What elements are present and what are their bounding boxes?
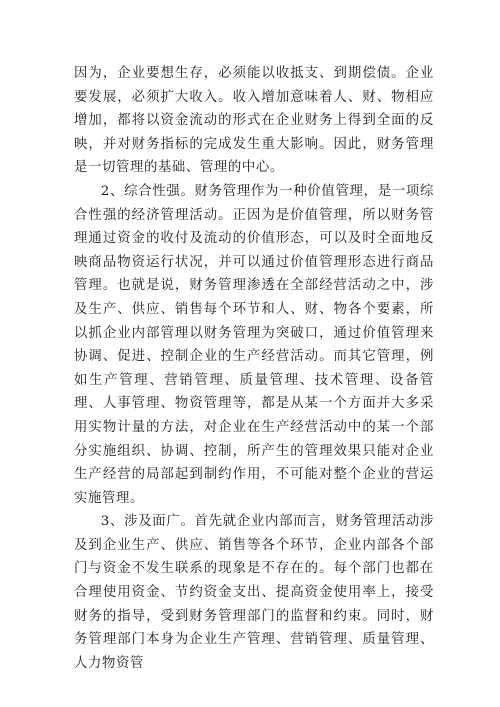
paragraph-comprehensive: 2、综合性强。财务管理作为一种价值管理，是一项综合性强的经济管理活动。正因为是价值管理，所以财务管理通过资金的收付及流动的价值形态，可以及时全面地反映商品物资运行状况，并可以通过价值管理形态进行商品管理。也就是说，财务管理渗透在全部经营活动之中，涉及生产、供应、销售每个环节和人、财、物各个要素，所以抓企业内部管理以财务管理为突破口，通过价值管理来协调、促进、控制企业的生产经营活动。而其它管理，例如生产管理、营销管理、质量管理、技术管理、设备管理、人事管理、物资管理等，都是从某一个方面并大多采用实物计量的方法，对企业在生产经营活动中的某一个部分实施组织、协调、控制，所产生的管理效果只能对企业生产经营的局部起到制约作用，不可能对整个企业的营运实施管理。 [74, 183, 434, 506]
paragraph-finance-basis: 因为，企业要想生存，必须能以收抵支、到期偿债。企业要发展，必须扩大收入。收入增加意味着人、财、物相应增加，都将以资金流动的形式在企业财务上得到全面的反映，并对财务指标的完成发生重大影响。因此，财务管理是一切管理的基础、管理的中心。 [74, 66, 434, 176]
document-body [74, 62, 434, 675]
paragraph-wide-scope: 3、涉及面广。首先就企业内部而言，财务管理活动涉及到企业生产、供应、销售等各个环节，企业内部各个部门与资金不发生联系的现象是不存在的。每个部门也都在合理使用资金、节约资金支出、提高资金使用率上，接受财务的指导，受到财务管理部门的监督和约束。同时，财务管理部门本身为企业生产管理、营销管理、质量管理、人力物资管 [74, 514, 434, 671]
